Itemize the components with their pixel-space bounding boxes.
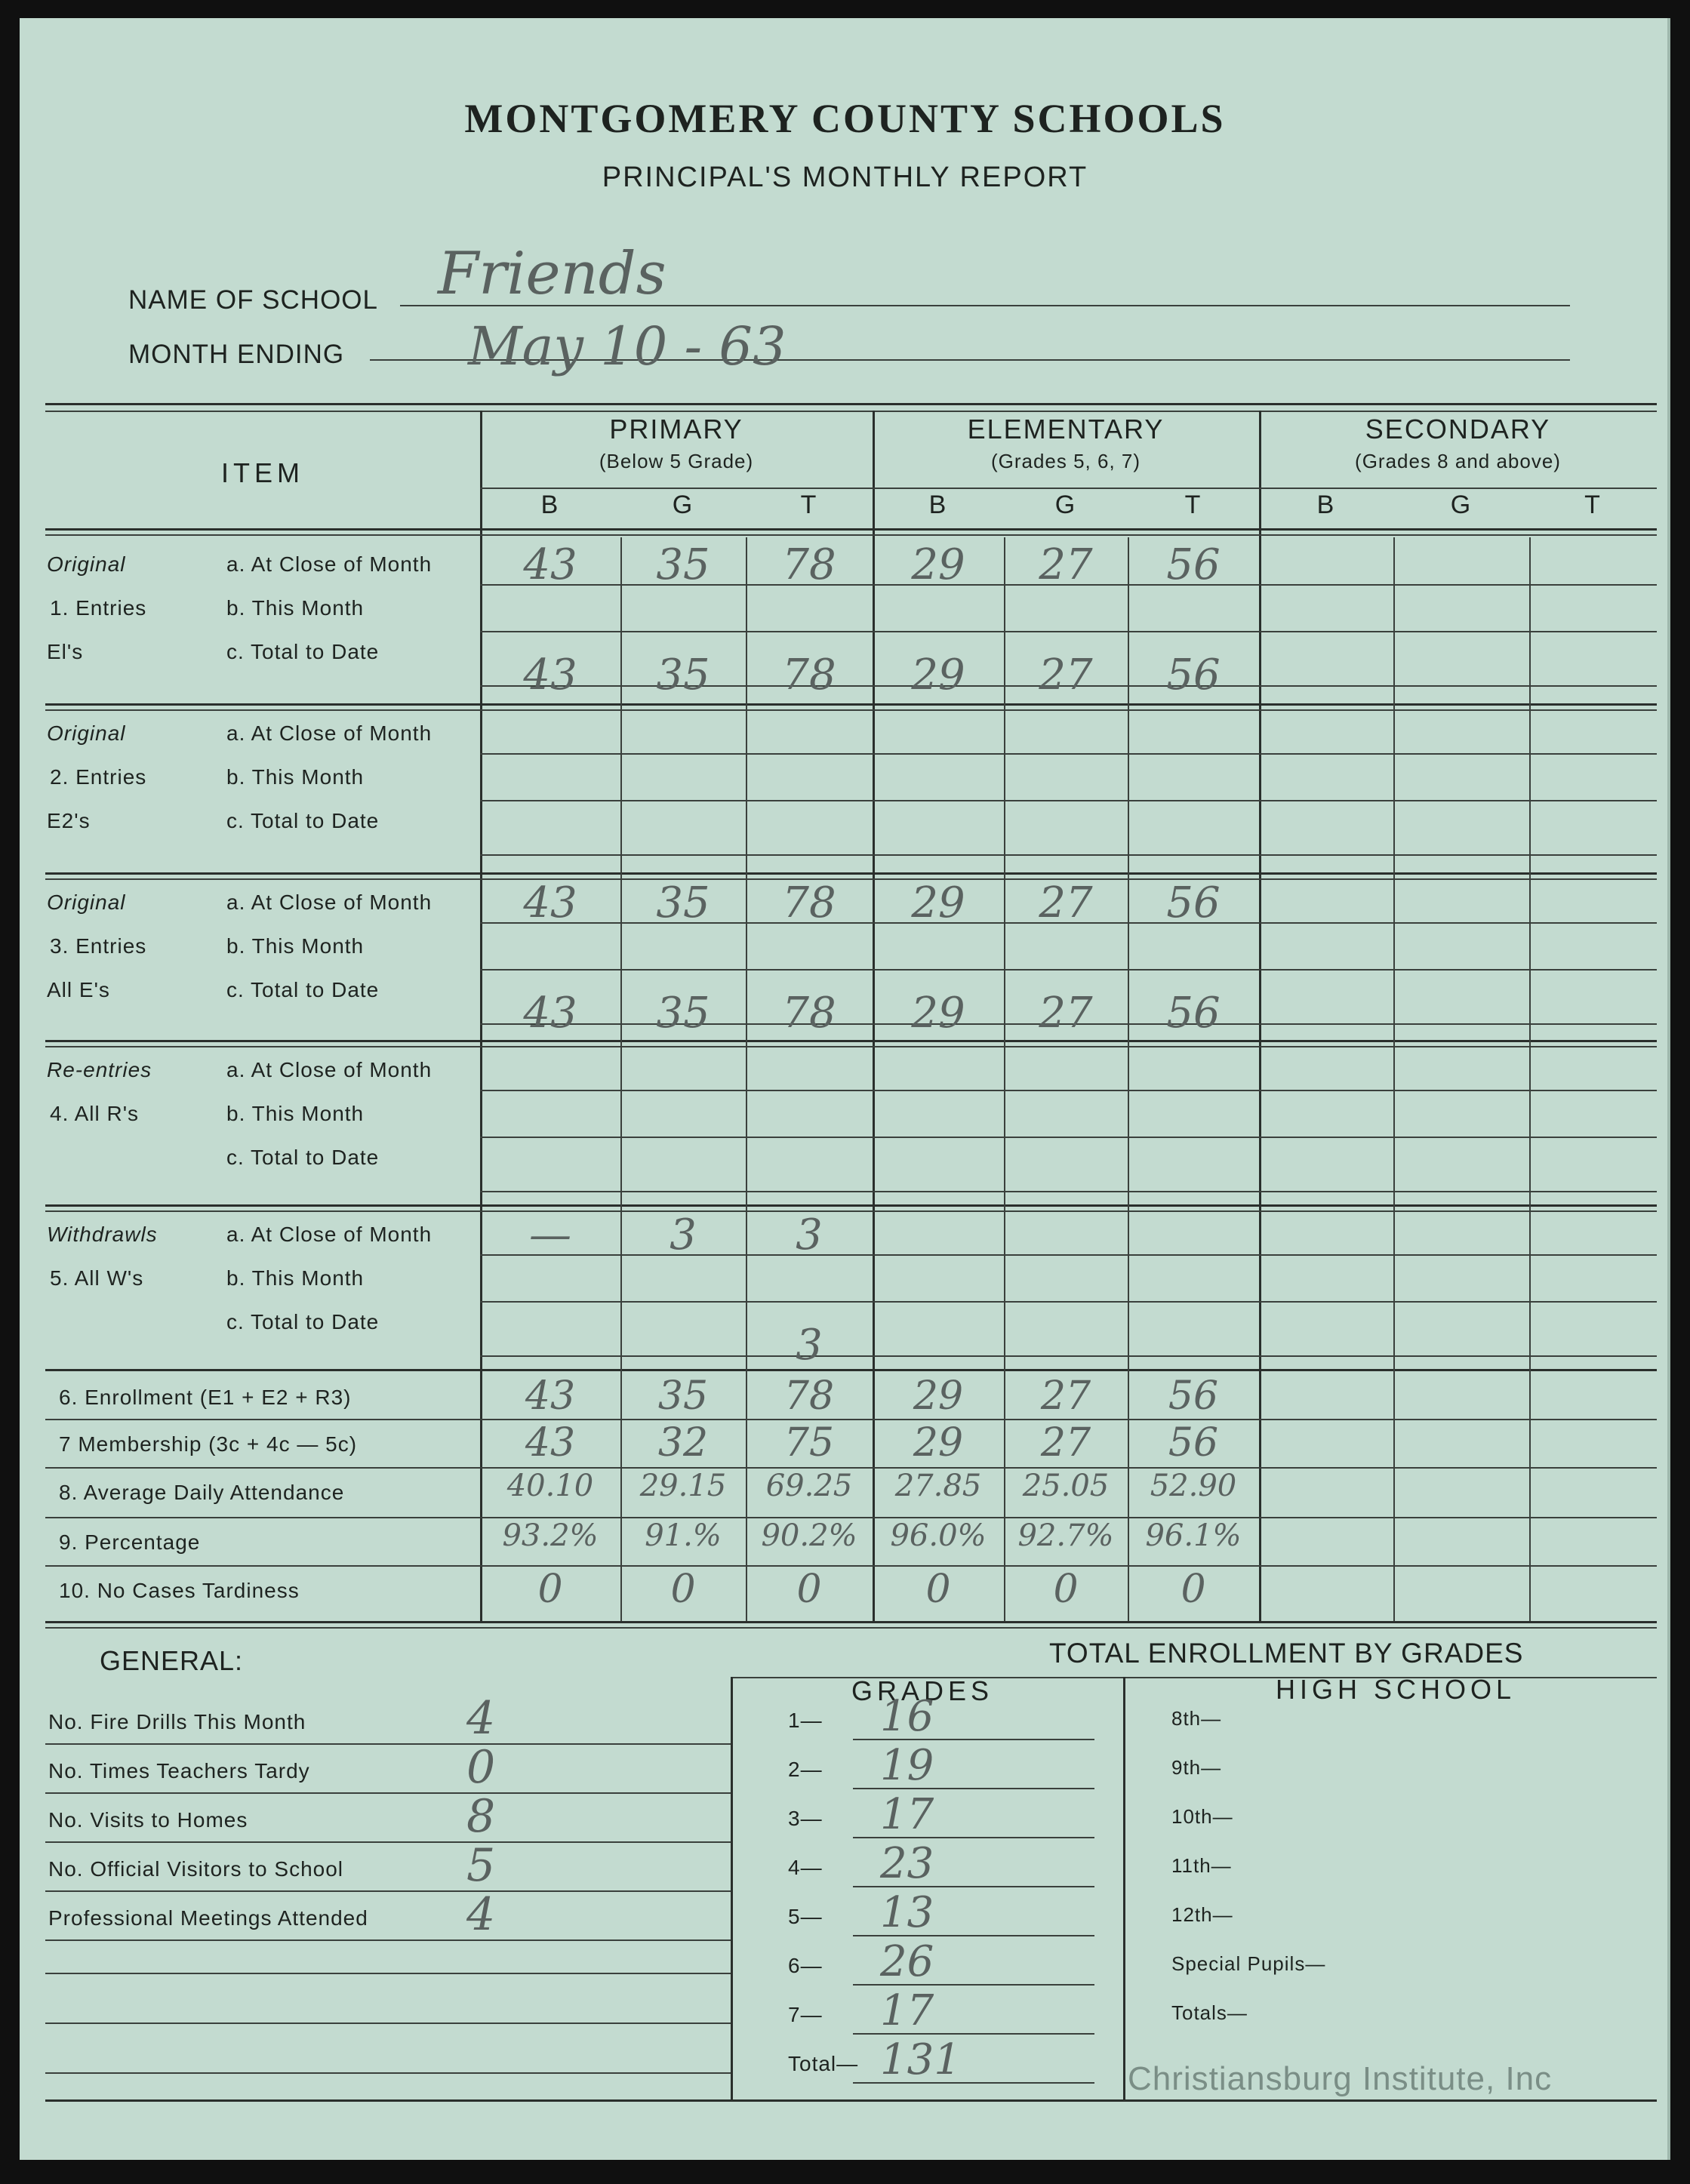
handwritten-value: 29 (911, 989, 965, 1038)
grade-value-line (853, 1886, 1094, 1887)
item-header: ITEM (221, 457, 304, 488)
month-ending-label: MONTH ENDING (128, 340, 345, 369)
handwritten-value: 92.7% (1017, 1518, 1114, 1553)
handwritten-value: — (529, 1210, 571, 1260)
section-divider (45, 872, 1657, 875)
high-school-label: 9th— (1171, 1756, 1222, 1779)
watermark: Christiansburg Institute, Inc (1128, 2060, 1553, 2097)
grade-label: 4— (788, 1856, 823, 1879)
grade-label: 3— (788, 1807, 823, 1830)
secondary-subheader: (Grades 8 and above) (1355, 450, 1561, 472)
general-row-line (45, 1939, 731, 1941)
general-item-value: 8 (466, 1790, 496, 1843)
handwritten-value: 29 (913, 1420, 964, 1466)
handwritten-value: 56 (1166, 540, 1221, 589)
handwritten-value: 27 (1039, 540, 1093, 589)
handwritten-value: 75 (783, 1420, 835, 1466)
handwritten-value: 0 (925, 1567, 951, 1612)
handwritten-value: 78 (783, 1373, 835, 1419)
column-line (1529, 537, 1531, 1621)
handwritten-value: 78 (782, 878, 836, 927)
handwritten-value: 32 (657, 1420, 709, 1466)
grades-left-divider (731, 1677, 733, 2099)
grade-value: 131 (880, 2035, 961, 2084)
primary-subheader: (Below 5 Grade) (599, 450, 754, 472)
high-school-label: 10th— (1171, 1805, 1233, 1828)
grade-value-line (853, 1788, 1094, 1789)
row-label-c: c. Total to Date (226, 809, 380, 832)
handwritten-value: 93.2% (502, 1518, 599, 1553)
primary-header: PRIMARY (609, 414, 743, 444)
handwritten-value: 0 (796, 1567, 822, 1612)
handwritten-value: 0 (670, 1567, 696, 1612)
handwritten-value: 43 (523, 989, 577, 1038)
general-item-label: No. Visits to Homes (48, 1808, 248, 1832)
summary-row-label: 9. Percentage (59, 1530, 201, 1554)
row-line (480, 753, 1657, 755)
month-ending-value: May 10 - 63 (468, 315, 787, 377)
row-label-c: c. Total to Date (226, 640, 380, 663)
grade-value-line (853, 2033, 1094, 2035)
handwritten-value: 35 (656, 878, 710, 927)
general-row-line (45, 2072, 731, 2074)
general-item-label: Professional Meetings Attended (48, 1906, 368, 1930)
grade-value: 23 (880, 1839, 934, 1888)
column-line (1393, 537, 1395, 1621)
column-subheader: T (1184, 491, 1202, 519)
row-line (480, 969, 1657, 970)
section-label-3: E2's (47, 809, 91, 832)
handwritten-value: 43 (523, 651, 577, 700)
school-name-value: Friends (438, 240, 666, 308)
general-row-line (45, 1841, 731, 1843)
general-item-value: 4 (466, 1888, 496, 1941)
elementary-subheader: (Grades 5, 6, 7) (990, 450, 1141, 472)
handwritten-value: 69.25 (765, 1469, 853, 1503)
table-top-border-inner (45, 411, 1657, 412)
handwritten-value: 3 (796, 1321, 823, 1370)
grades-header: GRADES (851, 1675, 994, 1706)
elementary-header: ELEMENTARY (967, 414, 1165, 444)
handwritten-value: 0 (1053, 1567, 1079, 1612)
column-subheader: B (1316, 491, 1336, 519)
grade-label: 2— (788, 1758, 823, 1781)
general-item-value: 4 (466, 1692, 496, 1745)
handwritten-value: 35 (657, 1373, 709, 1419)
row-line (480, 1137, 1657, 1138)
table-bottom-border (45, 2099, 1657, 2102)
grade-label: 7— (788, 2003, 823, 2026)
handwritten-value: 29 (911, 651, 965, 700)
high-school-label: 12th— (1171, 1903, 1233, 1926)
column-subheader: G (1450, 491, 1473, 519)
handwritten-value: 40.10 (506, 1469, 594, 1503)
general-item-label: No. Official Visitors to School (48, 1857, 344, 1881)
section-label-3: El's (47, 640, 84, 663)
row-label-a: a. At Close of Month (226, 552, 433, 576)
section-label-1: Withdrawls (47, 1223, 158, 1246)
section-divider (45, 1040, 1657, 1042)
table-top-border (45, 403, 1657, 405)
section-label-1: Original (47, 891, 126, 914)
group-header-underline (480, 488, 1657, 489)
section-label-1: Re-entries (47, 1058, 152, 1081)
row-label-a: a. At Close of Month (226, 1058, 433, 1081)
section-label-1: Original (47, 552, 126, 576)
general-row-line (45, 1890, 731, 1892)
handwritten-value: 27.85 (894, 1469, 982, 1503)
handwritten-value: 43 (525, 1420, 576, 1466)
general-row-line (45, 1973, 731, 1974)
grade-value: 17 (880, 1790, 934, 1839)
handwritten-value: 52.90 (1150, 1469, 1237, 1503)
summary-row-label: 8. Average Daily Attendance (59, 1481, 345, 1504)
handwritten-value: 56 (1166, 989, 1221, 1038)
handwritten-value: 35 (656, 540, 710, 589)
row-line (480, 1301, 1657, 1303)
row-label-a: a. At Close of Month (226, 1223, 433, 1246)
row-label-b: b. This Month (226, 765, 365, 789)
enrollment-title: TOTAL ENROLLMENT BY GRADES (1049, 1638, 1524, 1669)
row-label-b: b. This Month (226, 1266, 365, 1290)
grade-label: Total— (788, 2052, 859, 2075)
row-label-a: a. At Close of Month (226, 891, 433, 914)
general-title: GENERAL: (100, 1645, 244, 1676)
handwritten-value: 78 (782, 989, 836, 1038)
section-label-2: 1. Entries (50, 596, 147, 620)
handwritten-value: 29 (913, 1373, 964, 1419)
handwritten-value: 43 (523, 878, 577, 927)
header-bottom-border-inner (45, 534, 1657, 536)
handwritten-value: 78 (782, 651, 836, 700)
row-line (480, 1355, 1657, 1357)
school-name-label: NAME OF SCHOOL (128, 285, 378, 315)
grades-right-divider (1123, 1677, 1125, 2099)
handwritten-value: 56 (1166, 878, 1221, 927)
general-item-label: No. Times Teachers Tardy (48, 1759, 310, 1783)
general-item-value: 0 (466, 1741, 496, 1794)
row-line (480, 854, 1657, 856)
row-line (480, 800, 1657, 801)
handwritten-value: 35 (656, 651, 710, 700)
row-label-b: b. This Month (226, 596, 365, 620)
grade-label: 1— (788, 1709, 823, 1732)
section-label-3: All E's (47, 978, 110, 1001)
handwritten-value: 25.05 (1022, 1469, 1110, 1503)
grade-value-line (853, 1739, 1094, 1740)
column-subheader: B (928, 491, 948, 519)
handwritten-value: 90.2% (761, 1518, 857, 1553)
row-line (480, 1191, 1657, 1192)
section-divider (45, 1204, 1657, 1207)
page-title: MONTGOMERY COUNTY SCHOOLS (464, 96, 1226, 141)
handwritten-value: 27 (1040, 1420, 1091, 1466)
handwritten-value: 96.0% (890, 1518, 987, 1553)
section-label-1: Original (47, 721, 126, 745)
secondary-header: SECONDARY (1365, 414, 1551, 444)
high-school-label: 8th— (1171, 1707, 1222, 1730)
general-row-line (45, 1743, 731, 1745)
elementary-secondary-divider (1259, 411, 1261, 1621)
high-school-label: 11th— (1171, 1854, 1232, 1877)
handwritten-value: 96.1% (1145, 1518, 1242, 1553)
section-label-2: 2. Entries (50, 765, 147, 789)
handwritten-value: 0 (1181, 1567, 1206, 1612)
handwritten-value: 27 (1039, 989, 1093, 1038)
grade-label: 5— (788, 1905, 823, 1928)
handwritten-value: 3 (796, 1210, 823, 1260)
general-item-label: No. Fire Drills This Month (48, 1710, 306, 1733)
handwritten-value: 3 (670, 1210, 697, 1260)
handwritten-value: 91.% (645, 1518, 722, 1553)
row-line (480, 1090, 1657, 1091)
column-subheader: T (800, 491, 818, 519)
handwritten-value: 56 (1168, 1373, 1219, 1419)
header-bottom-border (45, 528, 1657, 531)
column-subheader: B (540, 491, 560, 519)
general-item-value: 5 (466, 1839, 496, 1892)
general-top-border-inner (45, 1627, 1657, 1629)
grade-value: 16 (880, 1692, 934, 1741)
high-school-label: Special Pupils— (1171, 1952, 1326, 1975)
high-school-label: Totals— (1171, 2001, 1248, 2024)
summary-row-label: 6. Enrollment (E1 + E2 + R3) (59, 1386, 352, 1409)
handwritten-value: 56 (1166, 651, 1221, 700)
general-row-line (45, 1792, 731, 1794)
grade-value: 19 (880, 1741, 934, 1790)
handwritten-value: 27 (1040, 1373, 1091, 1419)
handwritten-value: 78 (782, 540, 836, 589)
section-label-2: 4. All R's (50, 1102, 140, 1125)
general-top-border (45, 1621, 1657, 1623)
handwritten-value: 29.15 (639, 1469, 727, 1503)
section-label-2: 3. Entries (50, 934, 147, 958)
row-label-c: c. Total to Date (226, 978, 380, 1001)
handwritten-value: 0 (537, 1567, 563, 1612)
handwritten-value: 29 (911, 878, 965, 927)
handwritten-value: 27 (1039, 651, 1093, 700)
column-subheader: G (672, 491, 694, 519)
grade-value: 26 (880, 1937, 934, 1986)
grade-value-line (853, 2082, 1094, 2084)
grade-value-line (853, 1837, 1094, 1838)
column-subheader: T (1584, 491, 1602, 519)
section-divider-inner (45, 1046, 1657, 1047)
general-row-line (45, 2023, 731, 2024)
column-subheader: G (1054, 491, 1077, 519)
grade-value-line (853, 1935, 1094, 1936)
handwritten-value: 43 (523, 540, 577, 589)
row-label-a: a. At Close of Month (226, 721, 433, 745)
row-label-b: b. This Month (226, 934, 365, 958)
row-label-c: c. Total to Date (226, 1310, 380, 1333)
section-label-2: 5. All W's (50, 1266, 144, 1290)
handwritten-value: 35 (656, 989, 710, 1038)
handwritten-value: 43 (525, 1373, 576, 1419)
grade-value-line (853, 1984, 1094, 1986)
summary-row-label: 7 Membership (3c + 4c — 5c) (59, 1432, 358, 1456)
row-line (480, 631, 1657, 632)
high-school-header: HIGH SCHOOL (1276, 1674, 1516, 1705)
section-divider-inner (45, 709, 1657, 711)
row-label-c: c. Total to Date (226, 1146, 380, 1169)
row-label-b: b. This Month (226, 1102, 365, 1125)
page-subtitle: PRINCIPAL'S MONTHLY REPORT (602, 161, 1088, 193)
handwritten-value: 56 (1168, 1420, 1219, 1466)
grade-value: 17 (880, 1986, 934, 2035)
grade-value: 13 (880, 1888, 934, 1937)
summary-row-label: 10. No Cases Tardiness (59, 1579, 300, 1602)
handwritten-value: 27 (1039, 878, 1093, 927)
handwritten-value: 29 (911, 540, 965, 589)
section-divider (45, 703, 1657, 706)
grade-label: 6— (788, 1954, 823, 1977)
